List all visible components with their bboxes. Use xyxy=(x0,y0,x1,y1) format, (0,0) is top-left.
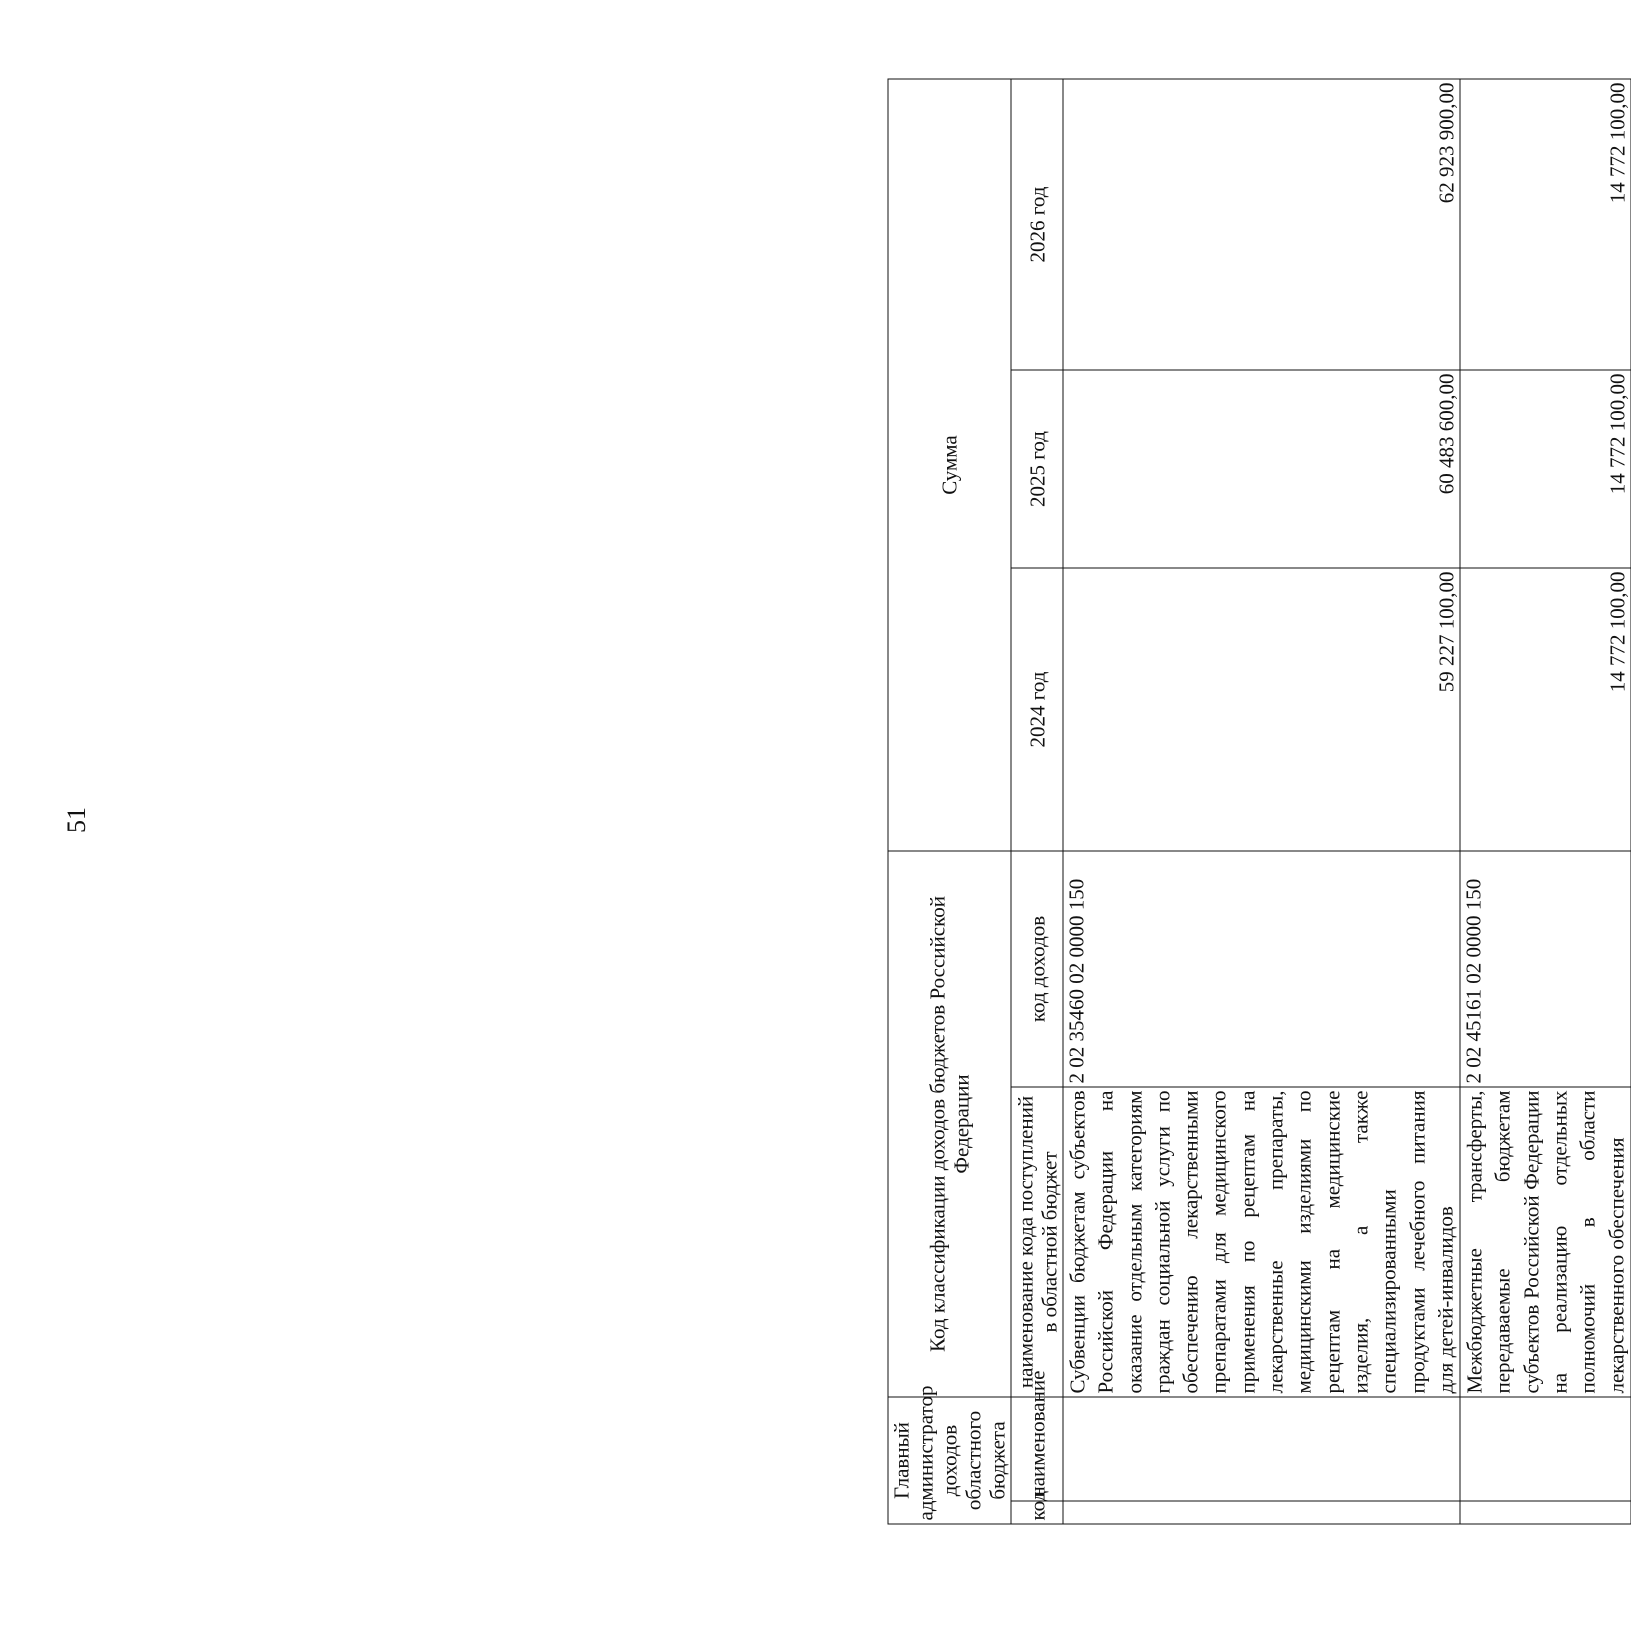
page-number: 51 xyxy=(62,807,91,833)
table-row xyxy=(1460,79,1631,1524)
sum-2024-cell: 59 227 100,00 xyxy=(1063,568,1460,851)
sum-2025-cell: 60 483 600,00 xyxy=(1063,370,1460,568)
year-2025-header: 2025 год xyxy=(1011,370,1063,568)
admin-code-header: код xyxy=(1011,1501,1063,1524)
classification-code-header: код доходов xyxy=(1011,851,1063,1087)
income-code-cell: 2 02 35460 02 0000 150 xyxy=(1063,851,1460,1087)
admin-name-header: наименование xyxy=(1011,1397,1063,1501)
sum-2025-cell: 14 772 100,00 xyxy=(1460,370,1631,568)
admin-code-cell xyxy=(1063,1501,1460,1524)
sum-group-header: Сумма xyxy=(888,79,1011,851)
admin-name-cell xyxy=(1460,1397,1631,1501)
classification-group-header: Код классификации доходов бюджетов Российской Федерации xyxy=(888,851,1011,1397)
income-code-cell: 2 02 45161 02 0000 150 xyxy=(1460,851,1631,1087)
year-2026-header: 2026 год xyxy=(1011,79,1063,370)
sum-2026-cell: 62 923 900,00 xyxy=(1063,79,1460,370)
description-cell: Межбюджетные трансферты, передаваемые бюджетам субъектов Российской Федерации на реализацию отдельных полномочий в области лекарственного обеспечения xyxy=(1460,1087,1631,1397)
sum-2024-cell: 14 772 100,00 xyxy=(1460,568,1631,851)
rotated-table-wrapper xyxy=(887,80,1629,1525)
admin-group-header: Главный администратор доходов областного бюджета xyxy=(888,1397,1011,1524)
classification-name-header: наименование кода поступлений в областной бюджет xyxy=(1011,1087,1063,1397)
income-table xyxy=(887,78,1631,1524)
sum-2026-cell: 14 772 100,00 xyxy=(1460,79,1631,370)
year-2024-header: 2024 год xyxy=(1011,568,1063,851)
table-row xyxy=(1063,79,1460,1524)
admin-name-cell xyxy=(1063,1397,1460,1501)
description-cell: Субвенции бюджетам субъектов Российской Федерации на оказание отдельным категориям граждан социальной услуги по обеспечению лекарственными препаратами для медицинского применения по рецептам на лекарственные препараты, медицинскими изделиями по рецептам на медицинские изделия, а также специализированными продуктами лечебного питания для детей-инвалидов xyxy=(1063,1087,1460,1397)
admin-code-cell xyxy=(1460,1501,1631,1524)
